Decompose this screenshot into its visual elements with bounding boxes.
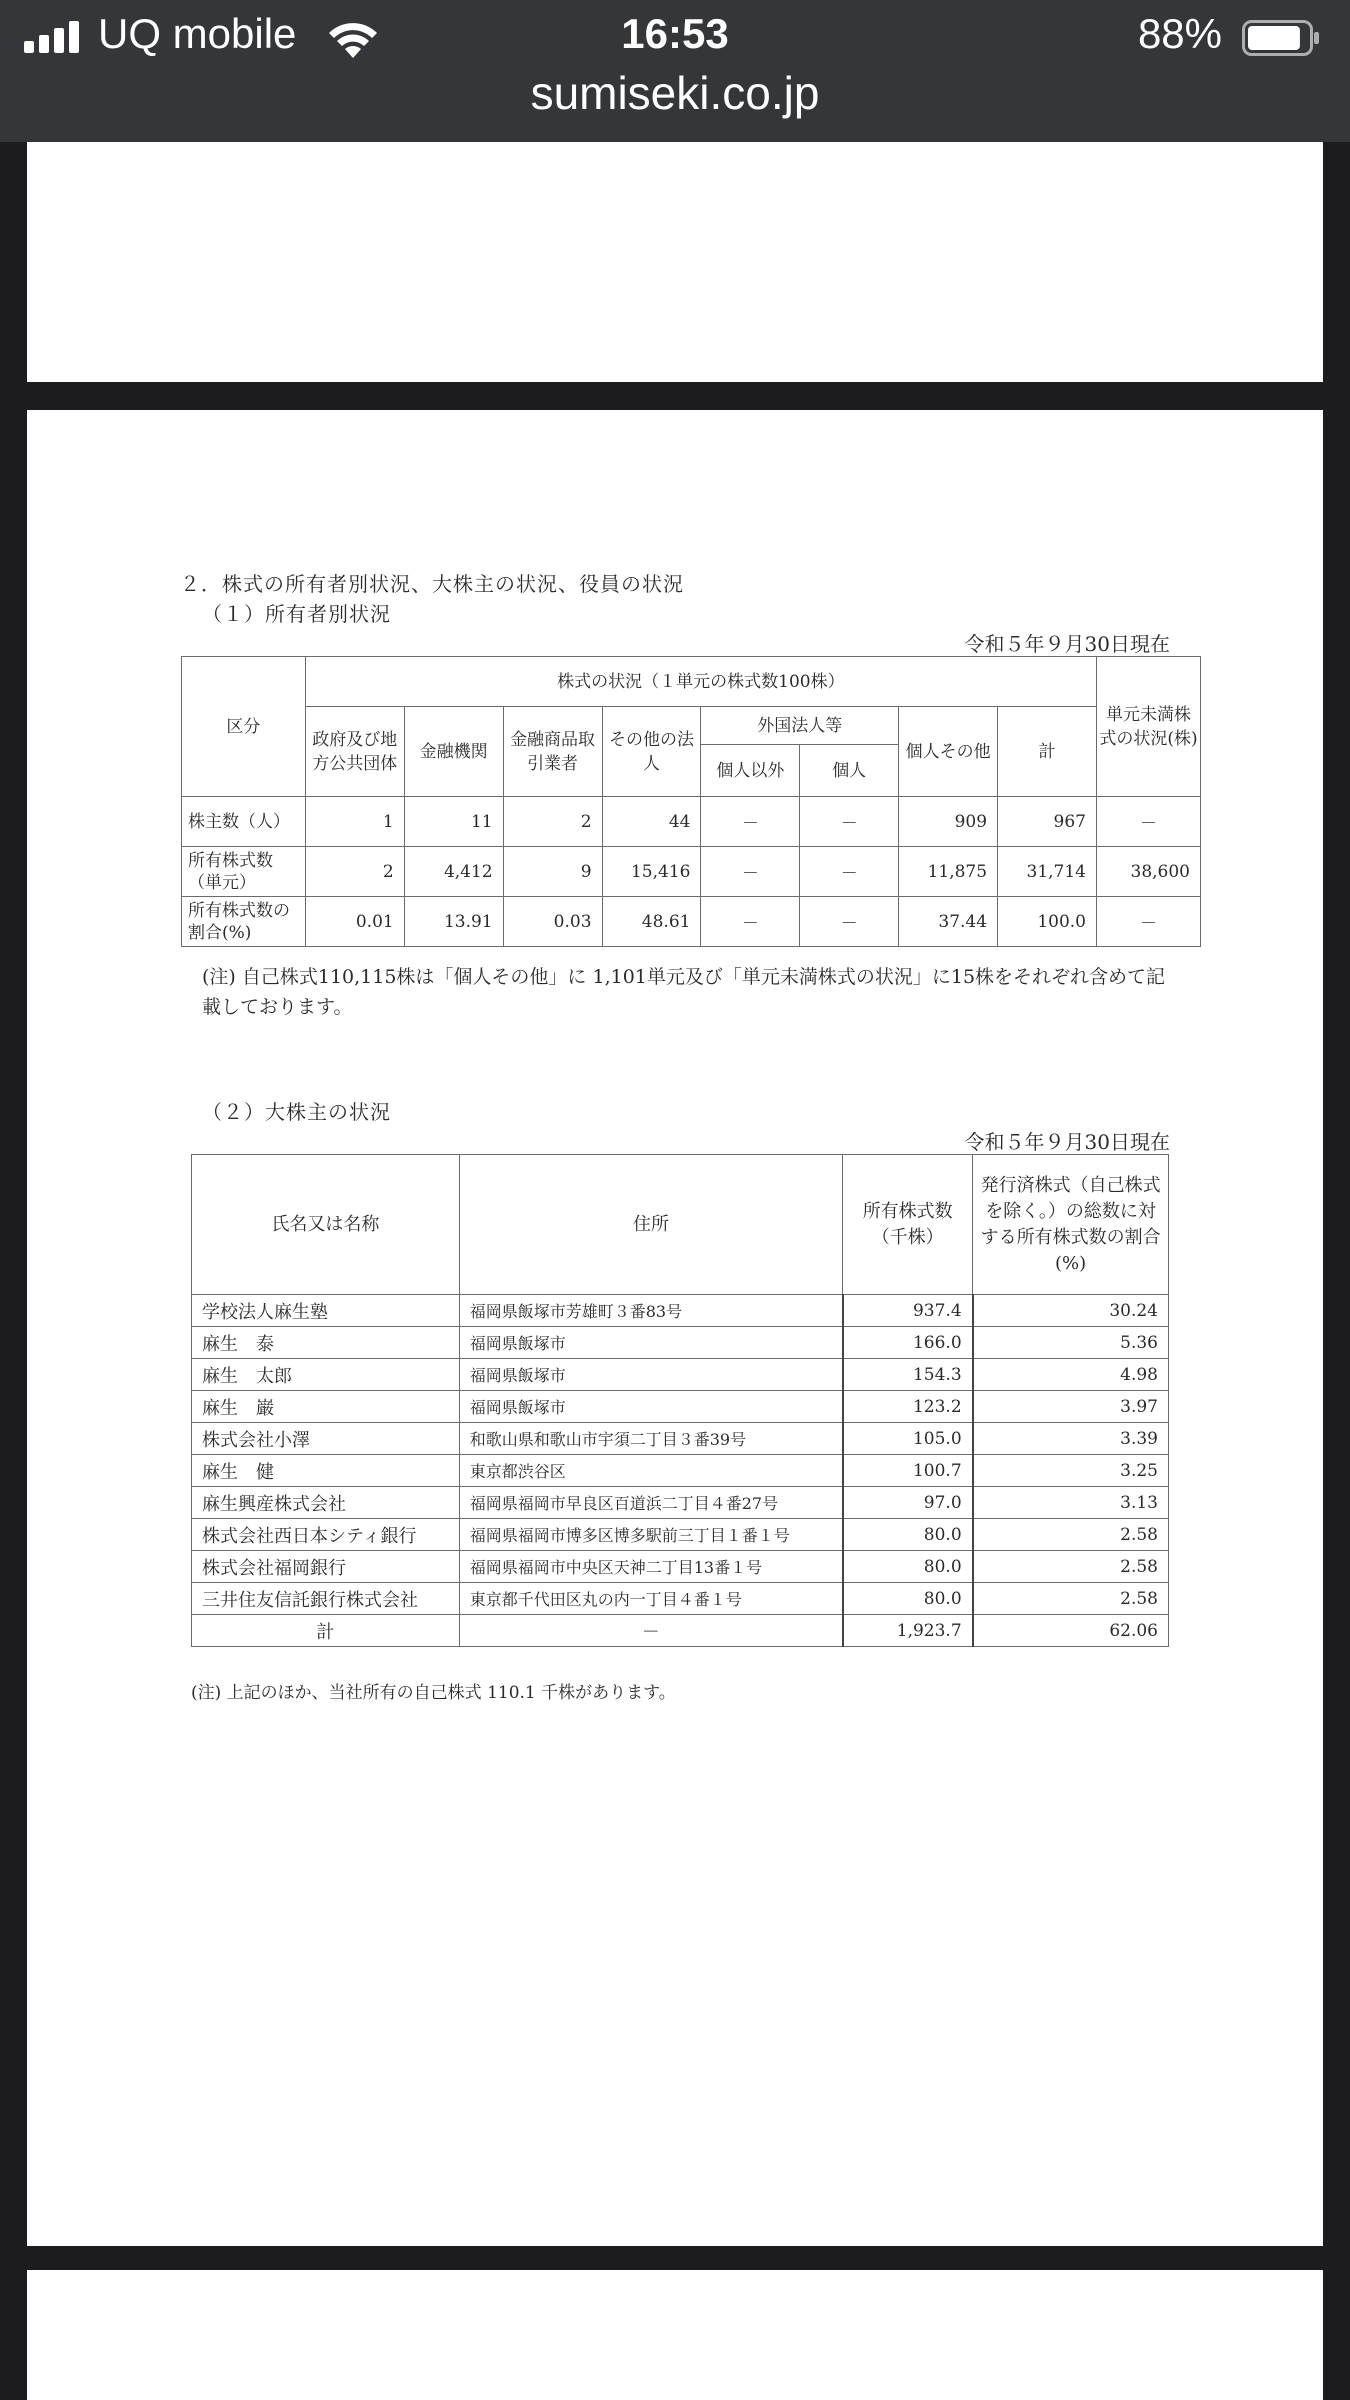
shareholder-name: 株式会社小澤	[192, 1423, 460, 1455]
header-foreign-individual: 個人	[800, 745, 899, 797]
table-cell: 0.03	[503, 897, 602, 947]
clock-time: 16:53	[621, 10, 729, 57]
battery-percentage: 88%	[1137, 10, 1222, 57]
table-row	[192, 1487, 1169, 1519]
owner-table-date: 令和５年９月30日現在	[964, 632, 1170, 656]
shareholder-name: 麻生 健	[192, 1455, 460, 1487]
table-cell: 100.0	[998, 897, 1097, 947]
row-label: 株主数（人）	[182, 797, 306, 847]
table-row	[192, 1423, 1169, 1455]
shareholder-ratio: 3.13	[973, 1487, 1169, 1519]
table-cell: 2	[305, 847, 404, 897]
table-cell: 11,875	[899, 847, 998, 897]
header-foreign: 外国法人等	[701, 707, 899, 745]
shareholder-address: 福岡県福岡市早良区百道浜二丁目４番27号	[459, 1487, 843, 1519]
header-foreign-non-individual: 個人以外	[701, 745, 800, 797]
table-cell: 4,412	[404, 847, 503, 897]
shareholder-ratio: 2.58	[973, 1551, 1169, 1583]
header-financial-institutions: 金融機関	[404, 707, 503, 797]
shareholder-name: 麻生興産株式会社	[192, 1487, 460, 1519]
shareholder-ratio: 4.98	[973, 1359, 1169, 1391]
shareholder-ratio: 2.58	[973, 1583, 1169, 1615]
table-row	[192, 1327, 1169, 1359]
shareholder-address: 東京都千代田区丸の内一丁目４番１号	[459, 1583, 843, 1615]
header-individuals: 個人その他	[899, 707, 998, 797]
row-label: 所有株式数の割合(%)	[182, 897, 306, 947]
shareholder-shares: 105.0	[843, 1423, 973, 1455]
total-ratio: 62.06	[973, 1615, 1169, 1647]
header-category: 区分	[182, 657, 306, 797]
shareholder-name: 麻生 太郎	[192, 1359, 460, 1391]
header-address: 住所	[459, 1155, 843, 1295]
table-cell: 0.01	[305, 897, 404, 947]
table-cell: －	[701, 847, 800, 897]
table-cell: 15,416	[602, 847, 701, 897]
shareholder-ratio: 2.58	[973, 1519, 1169, 1551]
shareholder-address: 和歌山県和歌山市宇須二丁目３番39号	[459, 1423, 843, 1455]
section-title: ２．株式の所有者別状況、大株主の状況、役員の状況	[180, 572, 684, 596]
shareholder-ratio: 3.39	[973, 1423, 1169, 1455]
shareholder-address: 福岡県飯塚市	[459, 1391, 843, 1423]
table-cell: 44	[602, 797, 701, 847]
table-cell: 31,714	[998, 847, 1097, 897]
browser-top-bar	[0, 0, 1350, 142]
shareholder-shares: 80.0	[843, 1519, 973, 1551]
shareholder-address: 福岡県飯塚市	[459, 1327, 843, 1359]
total-address: －	[459, 1615, 843, 1647]
shareholder-name: 株式会社福岡銀行	[192, 1551, 460, 1583]
table-cell: 11	[404, 797, 503, 847]
table-cell: 9	[503, 847, 602, 897]
table-cell: 48.61	[602, 897, 701, 947]
shareholder-ratio: 3.25	[973, 1455, 1169, 1487]
shareholder-name: 株式会社西日本シティ銀行	[192, 1519, 460, 1551]
header-securities-firms: 金融商品取引業者	[503, 707, 602, 797]
shareholder-shares: 166.0	[843, 1327, 973, 1359]
shareholder-shares: 100.7	[843, 1455, 973, 1487]
major-shareholders-table	[191, 1154, 1169, 1647]
table-cell: 1	[305, 797, 404, 847]
table-cell: 967	[998, 797, 1097, 847]
table-row	[192, 1359, 1169, 1391]
table-cell: 909	[899, 797, 998, 847]
shareholder-address: 福岡県飯塚市芳雄町３番83号	[459, 1295, 843, 1327]
table-row	[182, 897, 1201, 947]
table-cell: －	[701, 797, 800, 847]
table-row	[192, 1391, 1169, 1423]
shareholder-address: 福岡県飯塚市	[459, 1359, 843, 1391]
header-ratio: 発行済株式（自己株式を除く。）の総数に対する所有株式数の割合(%)	[973, 1155, 1169, 1295]
shareholder-shares: 97.0	[843, 1487, 973, 1519]
total-label: 計	[192, 1615, 460, 1647]
shareholder-ratio: 3.97	[973, 1391, 1169, 1423]
pdf-viewer[interactable]	[0, 142, 1350, 2400]
owner-distribution-table	[181, 656, 1201, 947]
shareholder-shares: 80.0	[843, 1583, 973, 1615]
shareholder-shares: 123.2	[843, 1391, 973, 1423]
total-shares: 1,923.7	[843, 1615, 973, 1647]
table-cell: －	[1096, 797, 1200, 847]
shareholder-name: 麻生 泰	[192, 1327, 460, 1359]
major-shareholders-subtitle: （２）大株主の状況	[202, 1100, 391, 1124]
header-name: 氏名又は名称	[192, 1155, 460, 1295]
header-shares: 所有株式数（千株）	[843, 1155, 973, 1295]
table-total-row	[192, 1615, 1169, 1647]
shareholder-address: 東京都渋谷区	[459, 1455, 843, 1487]
major-shareholders-date: 令和５年９月30日現在	[964, 1130, 1170, 1154]
header-other-corporations: その他の法人	[602, 707, 701, 797]
table-row	[182, 847, 1201, 897]
table-row	[192, 1583, 1169, 1615]
table-cell: －	[800, 847, 899, 897]
shareholder-shares: 937.4	[843, 1295, 973, 1327]
table-row	[182, 797, 1201, 847]
table-row	[192, 1551, 1169, 1583]
pdf-page-current	[27, 410, 1323, 2246]
shareholder-name: 麻生 巌	[192, 1391, 460, 1423]
table-row	[192, 1519, 1169, 1551]
table-cell: －	[800, 897, 899, 947]
major-shareholders-note: (注) 上記のほか、当社所有の自己株式 110.1 千株があります。	[191, 1683, 676, 1703]
table-row	[192, 1295, 1169, 1327]
row-label: 所有株式数（単元）	[182, 847, 306, 897]
address-bar-url[interactable]: sumiseki.co.jp	[530, 67, 820, 119]
table-cell: 13.91	[404, 897, 503, 947]
header-share-status: 株式の状況（１単元の株式数100株）	[305, 657, 1096, 707]
table-row	[192, 1455, 1169, 1487]
battery-icon	[1242, 20, 1320, 56]
table-cell: 37.44	[899, 897, 998, 947]
shareholder-name: 学校法人麻生塾	[192, 1295, 460, 1327]
table-cell: 38,600	[1096, 847, 1200, 897]
table-cell: 2	[503, 797, 602, 847]
table-cell: －	[800, 797, 899, 847]
header-total: 計	[998, 707, 1097, 797]
table-cell: －	[701, 897, 800, 947]
status-bar	[0, 0, 1350, 72]
carrier-name: UQ mobile	[98, 10, 297, 57]
pdf-page-next	[27, 2270, 1323, 2400]
shareholder-address: 福岡県福岡市博多区博多駅前三丁目１番１号	[459, 1519, 843, 1551]
pdf-page-previous	[27, 142, 1323, 382]
shareholder-shares: 154.3	[843, 1359, 973, 1391]
owner-table-subtitle: （１）所有者別状況	[202, 602, 391, 626]
owner-table-note: (注) 自己株式110,115株は「個人その他」に 1,101単元及び「単元未満株式の状況」に15株をそれぞれ含めて記載しております。	[202, 966, 1166, 1018]
shareholder-name: 三井住友信託銀行株式会社	[192, 1583, 460, 1615]
shareholder-ratio: 5.36	[973, 1327, 1169, 1359]
shareholder-address: 福岡県福岡市中央区天神二丁目13番１号	[459, 1551, 843, 1583]
header-government: 政府及び地方公共団体	[305, 707, 404, 797]
shareholder-shares: 80.0	[843, 1551, 973, 1583]
header-odd-lot: 単元未満株式の状況(株)	[1096, 657, 1200, 797]
shareholder-ratio: 30.24	[973, 1295, 1169, 1327]
table-cell: －	[1096, 897, 1200, 947]
